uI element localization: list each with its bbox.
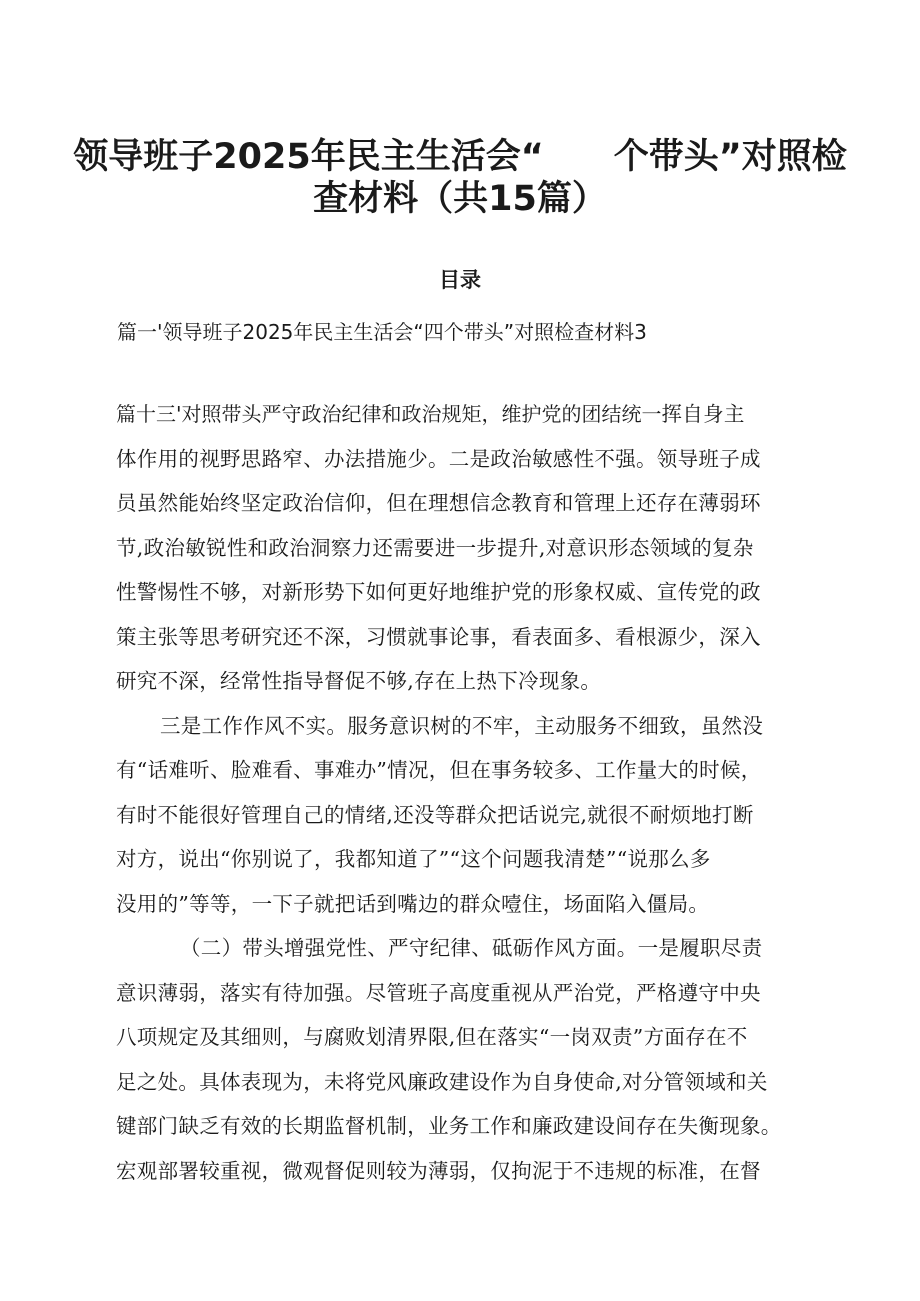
body-text — [116, 392, 856, 1193]
document-title-line-1: 领导班子2025年民主生活会“ 个带头”对照检 — [73, 137, 847, 177]
body-line-18: 宏观部署较重视，微观督促则较为薄弱，仅拘泥于不违规的标准，在督 — [116, 1158, 761, 1183]
body-line-16: 足之处。具体表现为，未将党风廉政建设作为自身使命,对分管领域和关 — [116, 1069, 768, 1094]
body-line-10: 有时不能很好管理自己的情绪,还没等群众把话说完,就很不耐烦地打断 — [116, 802, 754, 827]
body-line-13: （二）带头增强党性、严守纪律、砥砺作风方面。一是履职尽责 — [180, 936, 763, 960]
body-line-11: 对方，说出“你别说了，我都知道了”“这个问题我清楚”“说那么多 — [116, 847, 711, 871]
body-line-14: 意识薄弱，落实有待加强。尽管班子高度重视从严治党，严格遵守中央 — [116, 980, 761, 1005]
body-line-17: 键部门缺乏有效的长期监督机制，业务工作和廉政建设间存在失衡现象。 — [116, 1114, 782, 1138]
body-line-9: 有“话难听、脸难看、事难办”情况，但在事务较多、工作量大的时候， — [116, 758, 762, 782]
body-line-1-rest: 挥自身主 — [661, 402, 745, 426]
body-line-2: 体作用的视野思路窄、办法措施少。二是政治敏感性不强。领导班子成 — [116, 446, 761, 471]
body-line-4: 节,政治敏锐性和政治洞察力还需要进一步提升,对意识形态领域的复杂 — [116, 535, 754, 560]
body-line-7: 研究不深，经常性指导督促不够,存在上热下冷现象。 — [116, 669, 602, 693]
toc-heading: 目录 — [439, 268, 481, 292]
body-line-12: 没用的”等等，一下子就把话到嘴边的群众噎住，场面陷入僵局。 — [116, 891, 710, 916]
body-line-6: 策主张等思考研究还不深，习惯就事论事，看表面多、看根源少，深入 — [116, 624, 761, 649]
toc-item-1: 篇一'领导班子2025年民主生活会“四个带头”对照检查材料3 — [117, 320, 647, 344]
body-line-5: 性警惕性不够，对新形势下如何更好地维护党的形象权威、宣传党的政 — [116, 580, 761, 604]
document-title-line-2: 查材料（共15篇） — [313, 179, 607, 219]
body-line-8: 三是工作作风不实。服务意识树的不牢，主动服务不细致，虽然没 — [160, 713, 764, 738]
body-line-15: 八项规定及其细则，与腐败划清界限,但在落实“一岗双责”方面存在不 — [116, 1025, 748, 1049]
body-line-3: 员虽然能始终坚定政治信仰，但在理想信念教育和管理上还存在薄弱环 — [116, 491, 761, 515]
section-heading-13: 篇十三'对照带头严守政治纪律和政治规矩，维护党的团结统一 — [116, 402, 662, 426]
body-line-1 — [116, 392, 856, 437]
